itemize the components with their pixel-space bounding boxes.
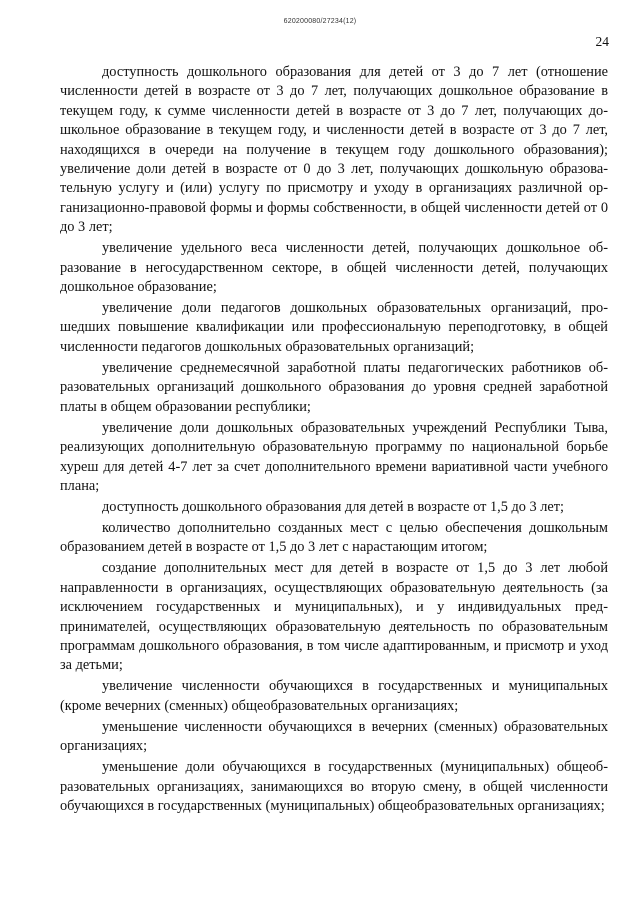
paragraph-nonstate-sector: увеличение удельного веса численности детей, получающих дошкольное образование в негосударственном секторе, в общей численности детей, получающих дошкольное образование; xyxy=(60,240,608,296)
paragraph-students-increase: увеличение численности обучающихся в государственных и муниципальных (кроме вечерних (сменных) общеобразовательных организациях; xyxy=(60,678,608,714)
document-code: 620200080/27234(12) xyxy=(283,18,357,25)
paragraph-private-places-creation: создание дополнительных мест для детей в возрасте от 1,5 до 3 лет любой направленности в организациях, осуществляющих образовательную деятельность (за исключением государственных и муниципальных), и у индивидуальных предпринимателей, осуществляющих образовательную деятельность по образовательным программам дошкольного образования, в том числе адаптированным, и присмотр и уход за детьми; xyxy=(60,560,608,674)
page-number: 24 xyxy=(595,34,609,49)
paragraph-khuresh-program: увеличение доли дошкольных образовательных учреждений Республики Тыва, реализующих дополнительную образовательную программу по национальной борьбе хуреш для детей 4-7 лет за счет дополнительного времени вариативной части учебного плана; xyxy=(60,419,608,494)
paragraph-teacher-qualification: увеличение доли педагогов дошкольных образовательных организаций, прошедших повышение квалификации или профессиональную переподготовку, в общей численности педагогов дошкольных образовательных организаций; xyxy=(60,300,608,355)
paragraph-teacher-salary: увеличение среднемесячной заработной платы педагогических работников образовательных организаций дошкольного образования до уровня средней заработной платы в общем образовании республики; xyxy=(60,359,608,415)
paragraph-availability-1-5-to-3: доступность дошкольного образования для детей в возрасте от 1,5 до 3 лет; xyxy=(102,498,565,515)
paragraph-preschool-availability: доступность дошкольного образования для детей от 3 до 7 лет (отношение численности детей в возрасте от 3 до 7 лет, получающих дошкольное образование в текущем году, к сумме численности детей в возрасте от 3 до 7 лет, получающих дошкольное образование в текущем году, и численности детей в возрасте от 3 до 7 лет, находящихся в очереди на получение в текущем году дошкольного образования); увеличение доли детей в возрасте от 0 до 3 лет, получающих дошкольную образовательную услугу и (или) услугу по присмотру и уходу в организациях различной организационно-правовой формы и формы собственности, в общей численности детей от 0 до 3 лет; xyxy=(60,64,608,236)
paragraph-additional-places-count: количество дополнительно созданных мест с целью обеспечения дошкольным образованием детей в возрасте от 1,5 до 3 лет с нарастающим итогом; xyxy=(60,519,608,556)
paragraph-second-shift-decrease: уменьшение доли обучающихся в государственных (муниципальных) общеобразовательных организациях, занимающихся во вторую смену, в общей численности обучающихся в государственных (муниципальных) общеобразовательных организациях; xyxy=(60,759,608,814)
paragraph-evening-schools-decrease: уменьшение численности обучающихся в вечерних (сменных) образовательных организациях; xyxy=(60,718,608,755)
document-body xyxy=(60,63,608,818)
